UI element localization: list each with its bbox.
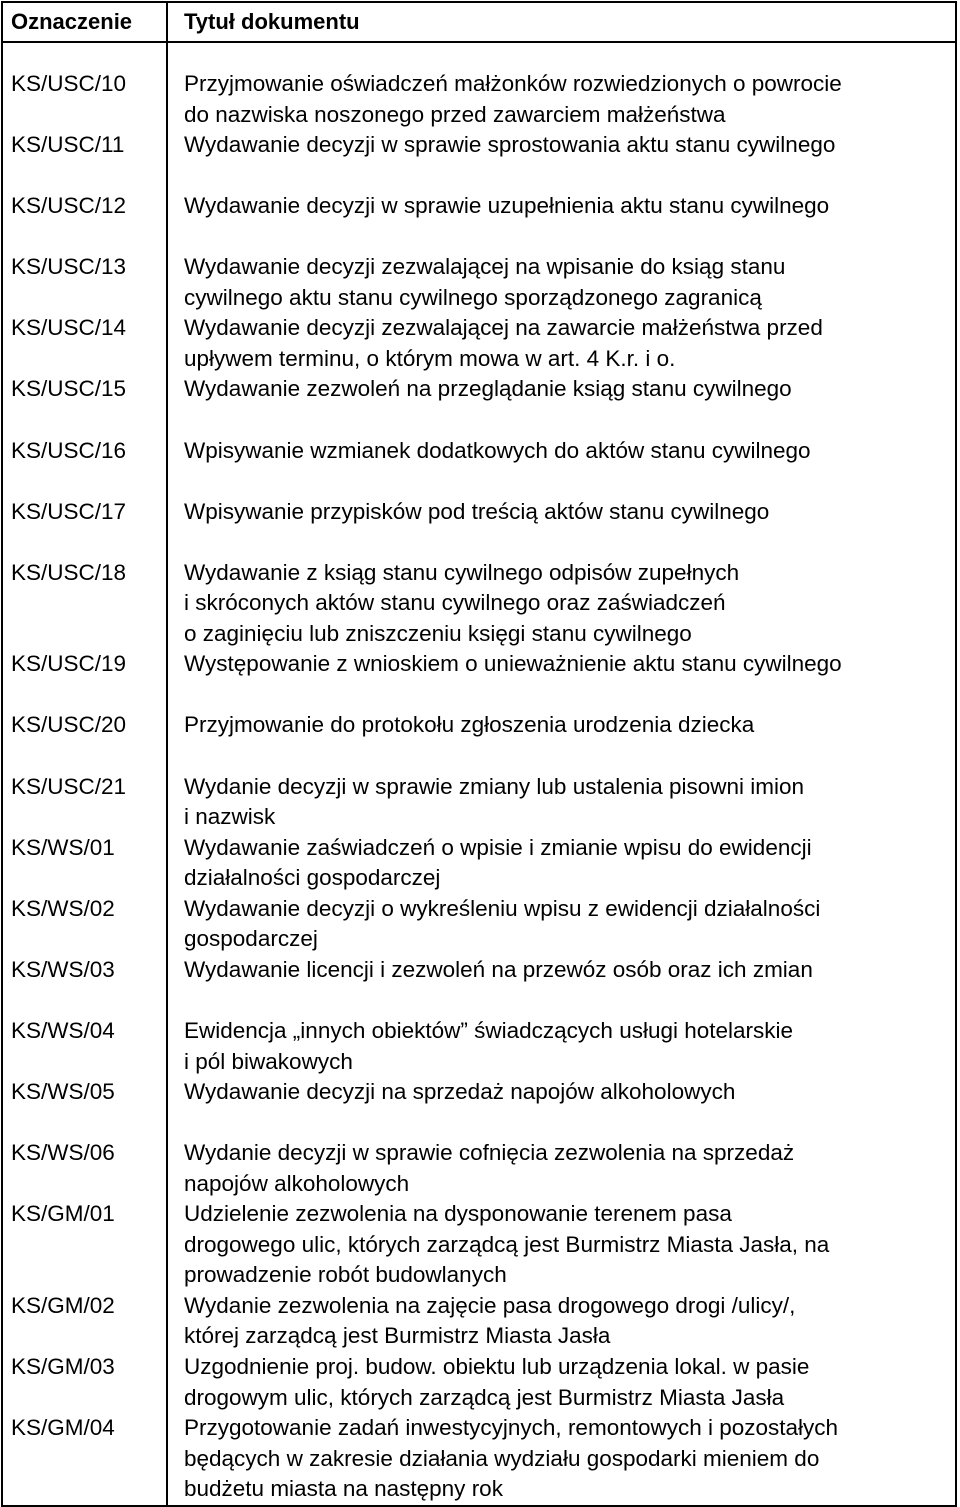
document-title-line: Przyjmowanie oświadczeń małżonków rozwiedzionych o powrocie: [184, 71, 842, 96]
document-code: KS/WS/02: [11, 895, 115, 921]
document-code: [3, 1047, 166, 1078]
document-title-line: drogowego ulic, których zarządcą jest Burmistrz Miasta Jasła, na: [184, 1231, 830, 1257]
document-code: KS/USC/12: [11, 193, 127, 219]
document-code: [3, 1474, 166, 1505]
document-code: [3, 1444, 166, 1475]
document-title-line: Wydawanie decyzji w sprawie uzupełnienia aktu stanu cywilnego: [184, 193, 830, 219]
document-code: [3, 283, 166, 314]
document-title-line: Wydawanie decyzji w sprawie sprostowania aktu stanu cywilnego: [184, 132, 836, 158]
document-code: KS/WS/05: [11, 1079, 115, 1105]
document-code: KS/GM/02: [11, 1292, 115, 1318]
document-code: [3, 100, 166, 131]
document-title-line: Przygotowanie zadań inwestycyjnych, remontowych i pozostałych: [184, 1415, 839, 1441]
document-title-line: Wydawanie decyzji zezwalającej na zawarcie małżeństwa przed: [184, 315, 823, 341]
document-code: KS/WS/06: [11, 1140, 115, 1166]
document-title-line: [168, 405, 955, 436]
document-code: KS/GM/04: [11, 1415, 115, 1441]
code-column: [2, 42, 167, 1506]
document-code: KS/GM/03: [11, 1353, 115, 1379]
document-title-line: [168, 466, 955, 497]
documents-table: [1, 1, 957, 1507]
document-title-line: do nazwiska noszonego przed zawarciem małżeństwa: [184, 101, 726, 127]
document-code: [3, 802, 166, 833]
document-code: [3, 344, 166, 375]
document-title-line: i pól biwakowych: [184, 1048, 353, 1074]
document-code: KS/USC/15: [11, 376, 127, 402]
document-code: KS/WS/03: [11, 956, 115, 982]
document-code: [3, 1169, 166, 1200]
title-column-header: Tytuł dokumentu: [167, 2, 956, 42]
document-code: KS/GM/01: [11, 1201, 115, 1227]
document-title-line: Wydawanie decyzji na sprzedaż napojów alkoholowych: [184, 1079, 736, 1105]
code-list: [3, 69, 166, 1505]
document-code: [3, 588, 166, 619]
document-code: [3, 619, 166, 650]
document-title-line: Uzgodnienie proj. budow. obiektu lub urządzenia lokal. w pasie: [184, 1353, 810, 1379]
document-code: KS/USC/16: [11, 437, 127, 463]
document-title-line: o zaginięciu lub zniszczeniu księgi stanu cywilnego: [184, 620, 692, 646]
document-code: KS/USC/14: [11, 315, 127, 341]
document-code: [3, 1108, 166, 1139]
document-title-line: [168, 161, 955, 192]
title-column: [167, 42, 956, 1506]
document-title-line: [168, 985, 955, 1016]
document-code: [3, 1321, 166, 1352]
document-code: [3, 527, 166, 558]
document-title-line: Występowanie z wnioskiem o unieważnienie aktu stanu cywilnego: [184, 651, 842, 677]
document-code: KS/USC/19: [11, 651, 127, 677]
document-code: [3, 863, 166, 894]
document-title-line: i skróconych aktów stanu cywilnego oraz zaświadczeń: [184, 590, 726, 616]
document-code: KS/WS/04: [11, 1017, 115, 1043]
document-code: [3, 1230, 166, 1261]
document-title-line: Wpisywanie wzmianek dodatkowych do aktów stanu cywilnego: [184, 437, 811, 463]
document-title-line: Wydawanie licencji i zezwoleń na przewóz osób oraz ich zmian: [184, 956, 813, 982]
document-title-line: będących w zakresie działania wydziału gospodarki mieniem do: [184, 1445, 820, 1471]
document-title-line: Wydanie zezwolenia na zajęcie pasa drogowego drogi /ulicy/,: [184, 1292, 796, 1318]
document-title-line: [168, 222, 955, 253]
document-title-line: napojów alkoholowych: [184, 1170, 410, 1196]
document-title-line: Wydanie decyzji w sprawie zmiany lub ustalenia pisowni imion: [184, 773, 805, 799]
document-code: KS/USC/21: [11, 773, 127, 799]
document-title-line: Wydawanie decyzji o wykreśleniu wpisu z ewidencji działalności: [184, 895, 821, 921]
document-title-line: Wydawanie decyzji zezwalającej na wpisanie do ksiąg stanu: [184, 254, 786, 280]
document-title-line: [168, 527, 955, 558]
document-title-line: gospodarczej: [184, 926, 318, 952]
document-title-line: [168, 1108, 955, 1139]
document-title-line: [168, 741, 955, 772]
code-column-header: Oznaczenie: [2, 2, 167, 42]
document-title-line: Wydanie decyzji w sprawie cofnięcia zezwolenia na sprzedaż: [184, 1140, 795, 1166]
document-title-line: Wpisywanie przypisków pod treścią aktów stanu cywilnego: [184, 498, 770, 524]
document-code: KS/USC/10: [11, 71, 127, 96]
title-list: [168, 69, 955, 1505]
document-title-line: Ewidencja „innych obiektów” świadczących usługi hotelarskie: [184, 1017, 794, 1043]
document-title-line: której zarządcą jest Burmistrz Miasta Jasła: [184, 1323, 611, 1349]
document-code: [3, 161, 166, 192]
document-code: KS/USC/13: [11, 254, 127, 280]
document-code: [3, 924, 166, 955]
document-code: [3, 1260, 166, 1291]
document-title-line: Wydawanie z ksiąg stanu cywilnego odpisów zupełnych: [184, 559, 740, 585]
document-title-line: Wydawanie zezwoleń na przeglądanie ksiąg stanu cywilnego: [184, 376, 792, 402]
document-title-line: Udzielenie zezwolenia na dysponowanie terenem pasa: [184, 1201, 732, 1227]
table-header-row: [2, 2, 956, 42]
document-title-line: działalności gospodarczej: [184, 865, 441, 891]
document-title-line: prowadzenie robót budowlanych: [184, 1262, 507, 1288]
document-code: KS/USC/11: [11, 132, 125, 158]
document-title-line: drogowym ulic, których zarządcą jest Burmistrz Miasta Jasła: [184, 1384, 785, 1410]
document-code: KS/USC/17: [11, 498, 127, 524]
document-title-line: Wydawanie zaświadczeń o wpisie i zmianie wpisu do ewidencji: [184, 834, 812, 860]
document-code: [3, 222, 166, 253]
document-title-line: i nazwisk: [184, 804, 276, 830]
document-code: [3, 405, 166, 436]
document-code: [3, 741, 166, 772]
document-code: KS/USC/20: [11, 712, 127, 738]
document-code: [3, 466, 166, 497]
document-title-line: cywilnego aktu stanu cywilnego sporządzonego zagranicą: [184, 284, 762, 310]
table-body-row: [2, 42, 956, 1506]
document-code: KS/WS/01: [11, 834, 115, 860]
document-title-line: Przyjmowanie do protokołu zgłoszenia urodzenia dziecka: [184, 712, 755, 738]
document-title-line: upływem terminu, o którym mowa w art. 4 K.r. i o.: [184, 345, 676, 371]
document-code: KS/USC/18: [11, 559, 127, 585]
document-code: [3, 1383, 166, 1414]
document-title-line: budżetu miasta na następny rok: [184, 1476, 503, 1502]
document-code: [3, 680, 166, 711]
document-title-line: [168, 680, 955, 711]
document-code: [3, 985, 166, 1016]
